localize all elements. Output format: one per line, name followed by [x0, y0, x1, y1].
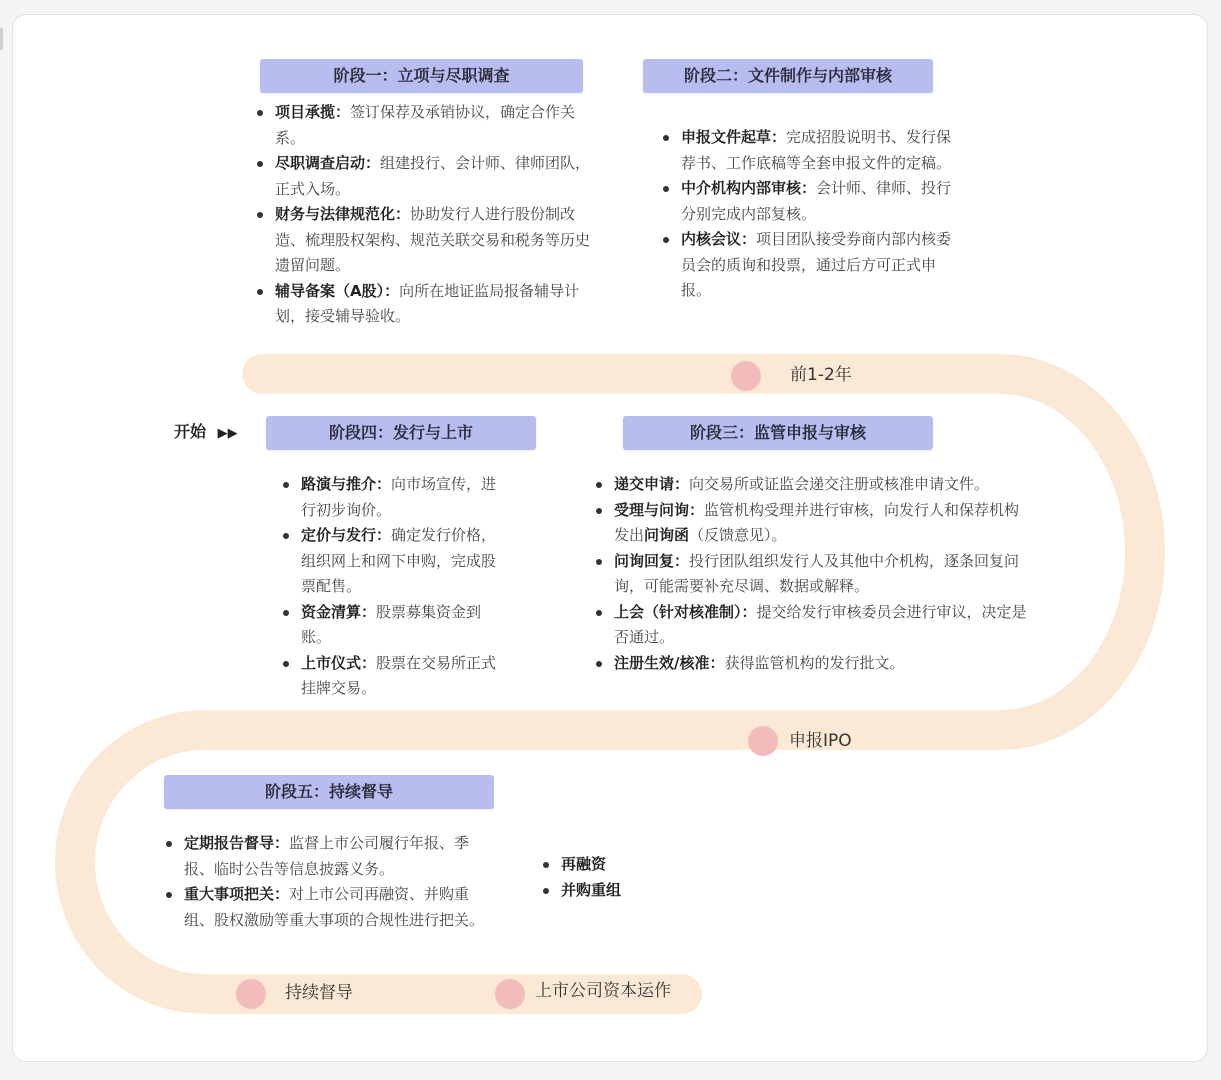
milestone-label-4: 上市公司资本运作: [535, 981, 671, 1001]
list-item: [596, 472, 1028, 498]
item-label: 中介机构内部审核：: [681, 179, 817, 197]
list-item: [596, 600, 1028, 651]
list-item: [283, 472, 508, 523]
milestone-dot-3: [236, 979, 266, 1009]
item-text: 组建投行、会计师、律师团队，正式入场。: [275, 154, 591, 198]
item-label: 受理与问询：: [614, 500, 705, 519]
item-label: 资金清算：: [301, 602, 377, 621]
start-arrow-icon: ▶▶: [217, 426, 238, 441]
item-text: 协助发行人进行股份制改造、梳理股权架构、规范关联交易和税务等历史遗留问题。: [275, 205, 591, 274]
item-emphasis: 问询函: [644, 526, 690, 544]
item-label: 定期报告督导：: [184, 834, 290, 852]
stage5-header: 阶段五：持续督导: [164, 775, 494, 809]
milestone-label-1: 前1-2年: [790, 365, 852, 385]
stage3-header: 阶段三：监管申报与审核: [623, 416, 933, 450]
list-item: [257, 279, 597, 330]
item-text: 项目团队接受券商内部内核委员会的质询和投票，通过后方可正式申报。: [681, 230, 952, 299]
item-label: 递交申请：: [614, 475, 690, 493]
item-text: 监管机构受理并进行审核，向发行人和保荐机构发出: [614, 500, 1020, 544]
list-item: [257, 100, 597, 151]
capital-op-refinancing: 再融资: [561, 855, 607, 873]
item-label: 路演与推介：: [301, 475, 392, 493]
item-text: 股票在交易所正式挂牌交易。: [301, 653, 497, 697]
list-item: [596, 549, 1028, 600]
stage4-header: 阶段四：发行与上市: [266, 416, 536, 450]
item-label: 申报文件起草：: [681, 128, 787, 146]
item-text: 提交给发行审核委员会进行审议，决定是否通过。: [614, 602, 1027, 646]
stage5-list: [166, 831, 496, 933]
item-text: 获得监管机构的发行批文。: [724, 653, 905, 672]
item-text-tail: （反馈意见）。: [689, 526, 787, 544]
milestone-dot-4: [495, 979, 525, 1009]
milestone-dot-2: [748, 726, 778, 756]
item-text: 对上市公司再融资、并购重组、股权激励等重大事项的合规性进行把关。: [184, 885, 485, 929]
item-text: 向所在地证监局报备辅导计划，接受辅导验收。: [275, 281, 580, 325]
item-text: 监督上市公司履行年报、季报、临时公告等信息披露义务。: [184, 834, 470, 878]
list-item: [663, 125, 953, 176]
stage2-list: [663, 125, 953, 304]
item-label: 辅导备案（A股）：: [275, 281, 400, 300]
stage3-list: [596, 472, 1028, 676]
list-item: [283, 523, 508, 600]
stage1-list: [257, 100, 597, 330]
item-label: 财务与法律规范化：: [275, 205, 411, 223]
stage1-header: 阶段一：立项与尽职调查: [260, 59, 583, 93]
list-item: [166, 882, 496, 933]
list-item: [283, 651, 508, 702]
item-text: 向市场宣传，进行初步询价。: [301, 475, 497, 519]
list-item: [166, 831, 496, 882]
item-text: 会计师、律师、投行分别完成内部复核。: [681, 179, 952, 223]
item-text: 向交易所或证监会递交注册或核准申请文件。: [689, 475, 990, 493]
list-item: [596, 651, 1028, 677]
item-label: 上市仪式：: [301, 653, 377, 672]
stage2-header: 阶段二：文件制作与内部审核: [643, 59, 933, 93]
item-label: 项目承揽：: [275, 103, 351, 121]
capital-ops-list: [543, 852, 683, 903]
item-label: 内核会议：: [681, 230, 757, 248]
item-text: 股票募集资金到账。: [301, 602, 482, 646]
item-label: 上会（针对核准制）：: [614, 602, 757, 621]
list-item: [543, 878, 683, 904]
list-item: [663, 227, 953, 304]
milestone-label-3: 持续督导: [285, 983, 353, 1003]
list-item: [543, 852, 683, 878]
list-item: [257, 202, 597, 279]
item-text: 确定发行价格，组织网上和网下申购，完成股票配售。: [301, 526, 497, 595]
milestone-label-2: 申报IPO: [789, 731, 852, 751]
item-label: 定价与发行：: [301, 526, 392, 544]
capital-op-mna: 并购重组: [561, 880, 622, 899]
start-label: 开始: [174, 422, 207, 441]
milestone-dot-1: [731, 361, 761, 391]
item-label: 问询回复：: [614, 551, 690, 570]
item-label: 尽职调查启动：: [275, 154, 381, 172]
item-text: 签订保荐及承销协议，确定合作关系。: [275, 103, 576, 147]
list-item: [257, 151, 597, 202]
item-text: 投行团队组织发行人及其他中介机构，逐条回复问询，可能需要补充尽调、数据或解释。: [614, 551, 1020, 595]
list-item: [663, 176, 953, 227]
item-text: 完成招股说明书、发行保荐书、工作底稿等全套申报文件的定稿。: [681, 128, 952, 172]
item-label: 注册生效/核准：: [614, 653, 725, 672]
list-item: [283, 600, 508, 651]
item-label: 重大事项把关：: [184, 885, 290, 903]
stage4-list: [283, 472, 508, 702]
list-item: [596, 498, 1028, 549]
start-marker: [174, 420, 238, 446]
